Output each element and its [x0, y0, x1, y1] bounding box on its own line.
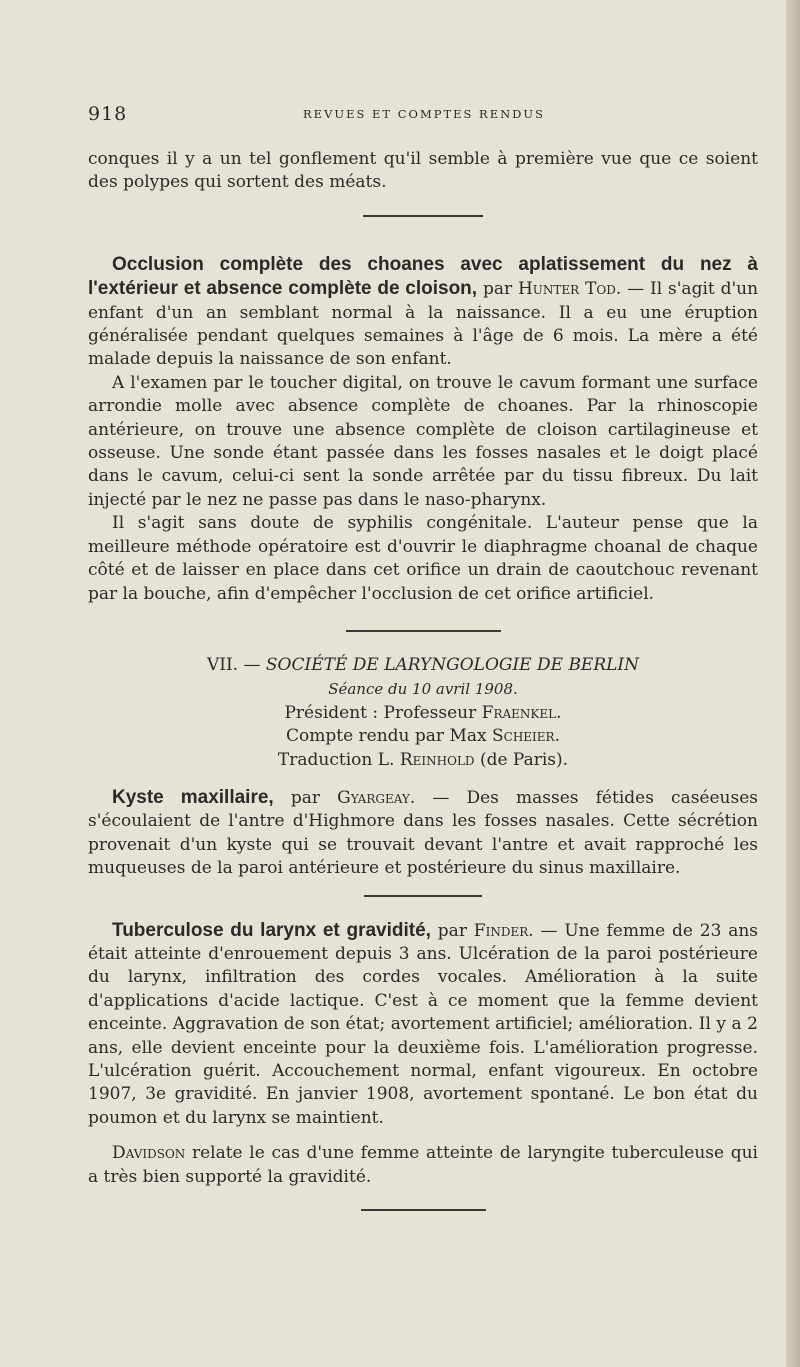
separator-rule [346, 630, 501, 632]
page-header [88, 103, 760, 127]
president-label: Président : Professeur [284, 702, 477, 723]
article-tuberculose [88, 919, 758, 1131]
article-paragraph: A l'examen par le toucher digital, on trouve le cavum formant une surface arrondie molle avec absence complète de choanes. Par la rhinoscopie antérieure, on trouve une absence complète de cloison cartilagineuse et osseuse. Une sonde étant passée dans les fosses nasales et le doigt placé dans le cavum, celui-ci sent la sonde arrêtée par du tissu fibreux. Du lait injecté par le nez ne passe pas dans le naso-pharynx. [88, 372, 758, 510]
by-word: par [437, 920, 467, 941]
translator-name: Reinhold [399, 749, 475, 770]
article-text: — Il s'agit d'un enfant d'un an semblant normal à la naissance. Il a eu une éruption généralisée pendant quelques semaines à l'âge de 6 mois. La mère a été malade depuis la naissance de son enfant. [88, 279, 759, 370]
article-heading: Occlusion complète des choanes avec aplatissement du nez à l'extérieur et absence complète de cloison, [88, 253, 758, 300]
translation-line [88, 749, 758, 772]
seance-date: Séance du 10 avril 1908. [328, 680, 518, 699]
section-number: VII. — [206, 654, 261, 675]
article-author: Finder. [473, 920, 534, 941]
page-number: 918 [88, 103, 128, 125]
section-title: SOCIÉTÉ DE LARYNGOLOGIE DE BERLIN [265, 654, 640, 675]
president-line [88, 702, 758, 725]
article-kyste-maxillaire [88, 786, 758, 881]
translator-origin: (de Paris). [479, 749, 569, 770]
page-body [88, 148, 758, 1211]
by-word: par [482, 279, 513, 300]
article-author: Hunter Tod. [517, 279, 622, 300]
translation-label: Traduction L. [277, 749, 395, 770]
article-heading: Kyste maxillaire, [112, 786, 274, 808]
continued-paragraph: conques il y a un tel gonflement qu'il semble à première vue que ce soient des polypes qui sortent des méats. [88, 149, 758, 193]
article-text: relate le cas d'une femme atteinte de laryngite tuberculeuse qui a très bien supporté la gravidité. [88, 1143, 758, 1187]
running-head: REVUES ET COMPTES RENDUS [303, 107, 545, 121]
separator-rule [361, 1209, 486, 1211]
article-hunter-tod [88, 253, 758, 372]
cited-author: Davidson [112, 1143, 186, 1164]
separator-rule [364, 895, 482, 897]
report-line [88, 725, 758, 748]
separator-rule [363, 215, 483, 217]
page-edge-shadow [786, 0, 800, 1367]
article-author: Gyargeay. [337, 787, 416, 808]
by-word: par [290, 787, 320, 808]
article-text: — Des masses fétides caséeuses s'écoulaient de l'antre d'Highmore dans les fosses nasales. Cette sécrétion provenait d'un kyste qui se trouvait devant l'antre et avait rapproché les muqueuses de la paroi antérieure et postérieure du sinus maxillaire. [88, 787, 758, 879]
article-paragraph [88, 1142, 758, 1189]
article-heading: Tuberculose du larynx et gravidité, [112, 919, 431, 941]
article-text: — Une femme de 23 ans était atteinte d'enrouement depuis 3 ans. Ulcération de la paroi postérieure du larynx, infiltration des cordes vocales. Amélioration à la suite d'applications d'acide lactique. C'est à ce moment que la femme devient enceinte. Aggravation de son état; avortement artificiel; amélioration. Il y a 2 ans, elle devient enceinte pour la deuxième fois. L'amélioration progresse. L'ulcération guérit. Accouchement normal, enfant vigoureux. En octobre 1907, 3e gravidité. En janvier 1908, avortement spontané. Le bon état du poumon et du larynx se maintient. [88, 920, 759, 1128]
president-name: Fraenkel. [481, 702, 562, 723]
report-label: Compte rendu par Max [286, 726, 487, 747]
section-heading [88, 654, 758, 677]
article-paragraph: Il s'agit sans doute de syphilis congénitale. L'auteur pense que la meilleure méthode opératoire est d'ouvrir le diaphragme choanal de chaque côté et de laisser en place dans cet orifice un drain de caoutchouc revenant par la bouche, afin d'empêcher l'occlusion de cet orifice artificiel. [88, 513, 758, 604]
report-name: Scheier. [492, 726, 560, 747]
